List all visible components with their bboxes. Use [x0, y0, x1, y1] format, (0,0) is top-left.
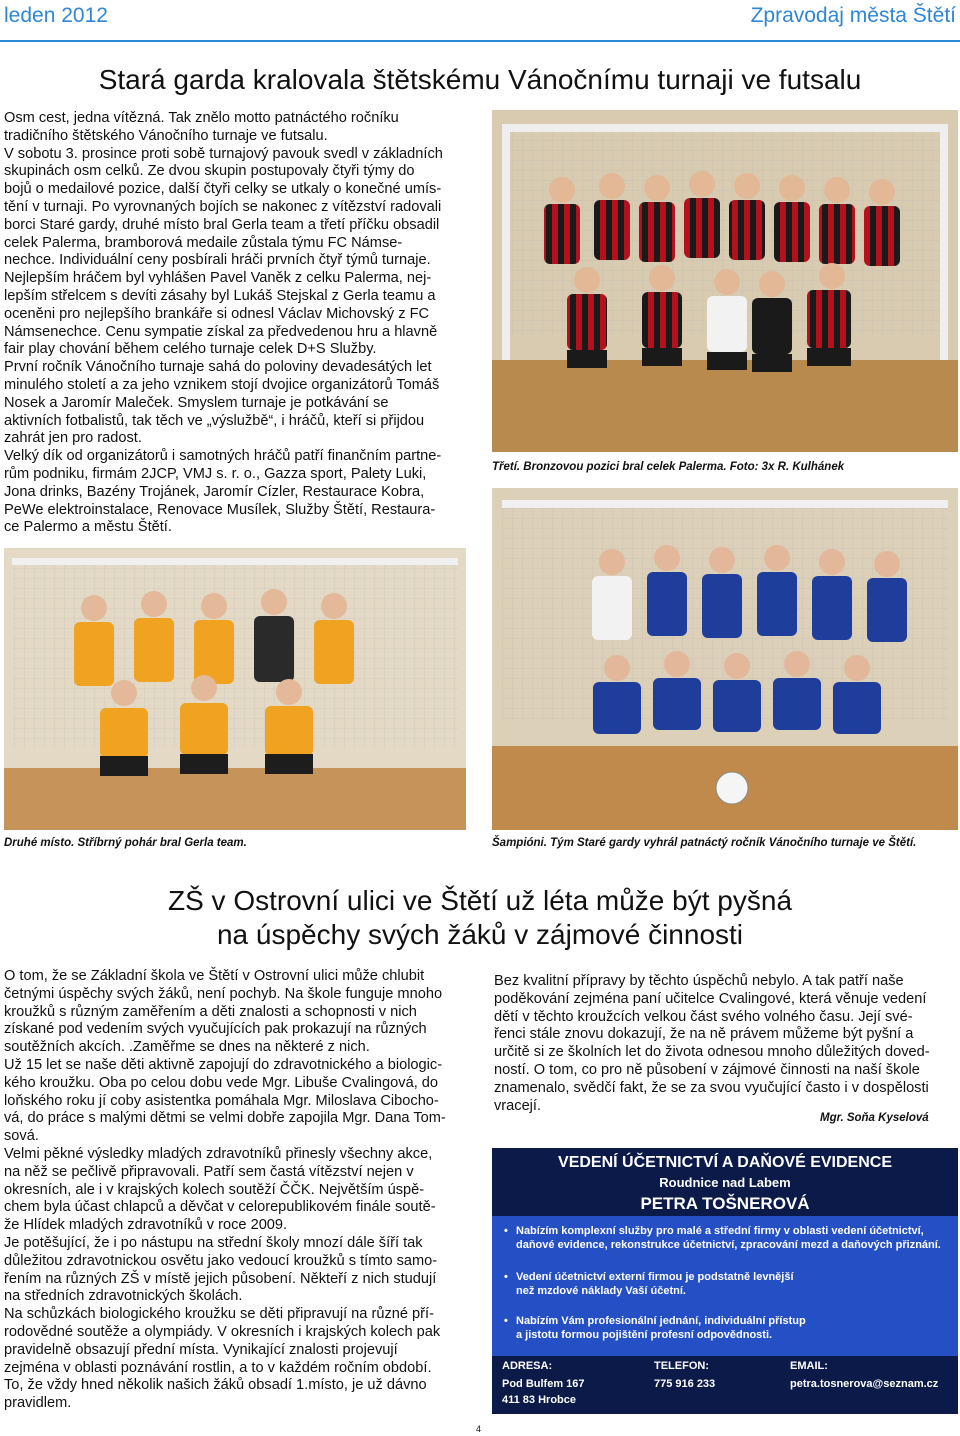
team-photo-third-place [492, 110, 958, 452]
bullet-icon: • [504, 1271, 508, 1283]
caption-champions: Šampióni. Tým Staré gardy vyhrál patnáctý ročník Vánočního turnaje ve Štětí. [492, 837, 917, 849]
issue-date: leden 2012 [4, 4, 108, 27]
article2-text-right: Bez kvalitní přípravy by těchto úspěchů nebylo. A tak patří naše poděkování zejména paní učitelce Cvalingové, která věnuje vedení dětí v těchto kroužcích velkou část svého volného času. Její své- řenci stále znovu dokazují, že na ně právem můžeme být pyšní a určitě si ze školních let do života odnesou mnoho důležitých doved- ností. O tom, co pro ně působení v zájmové činnosti na naší škole znamenalo, svědčí fakt, že se za svou vyučující často i v dospělosti vracejí. [494, 973, 930, 1114]
ad-bullet-1: • Nabízím komplexní služby pro malé a střední firmy v oblasti vedení účetnictví, daňové evidence, rekonstrukce účetnictví, zpracování mezd a daňových přiznání. [504, 1225, 941, 1251]
article2-author: Mgr. Soňa Kyselová [820, 1112, 929, 1124]
ad-email: petra.tosnerova@seznam.cz [790, 1378, 939, 1390]
ad-phone-label: TELEFON: [654, 1360, 709, 1372]
ad-email-label: EMAIL: [790, 1360, 828, 1372]
ad-address-label: ADRESA: [502, 1360, 553, 1372]
article2-title: ZŠ v Ostrovní ulici ve Štětí už léta může být pyšná na úspěchy svých žáků v zájmové činnosti [167, 885, 793, 950]
header-rule [0, 40, 960, 42]
ad-phone: 775 916 233 [654, 1378, 716, 1390]
ad-bullet-3: • Nabízím Vám profesionální jednání, individuální přístup a jistotu formou pojištění profesní odpovědnosti. [504, 1315, 806, 1341]
team-photo-second-place [4, 548, 466, 830]
bullet-icon: • [504, 1225, 508, 1237]
ad-owner-name: PETRA TOŠNEROVÁ [640, 1194, 810, 1213]
ad-address-line2: 411 83 Hrobce [502, 1394, 576, 1406]
bullet-icon: • [504, 1315, 508, 1327]
page-number: 4 [476, 1424, 482, 1434]
article2-text-left: O tom, že se Základní škola ve Štětí v Ostrovní ulici může chlubit četnými úspěchy svých žáků, není pochyb. Na škole funguje mnoho kroužků s různým zaměřením a děti znalosti a schopnosti v nich získané pod vedením svých vyučujících pak prokazují na různých soutěžních akcích. .Zaměřme se dnes na některé z nich. Už 15 let se naše děti aktivně zapojují do zdravotnického a biologic- kého kroužku. Oba po celou dobu vede Mgr. Libuše Cvalingová, do loňského roku jí coby asistentka pomáhala Mgr. Miloslava Cibocho- vá, do práce s malými dětmi se velmi dobře zapojila Mgr. Dana Tom- sová. Velmi pěkné výsledky mladých zdravotníků přinesly všechny akce, na něž se pečlivě připravovali. Patří sem častá vítězství nejen v okresních, ale i v krajských kolech soutěží ČČK. Největším úspě- chem byla účast chlapců a děvčat v celorepublikovém finále soutě- že Hlídek mladých zdravotníků v roce 2009. Je potěšující, že i po nástupu na střední školy mnozí dále šíří tak důležitou zdravotnickou osvětu jako vedoucí kroužků s tímto samo- řením na různých ZŠ v místě jejich působení. Někteří z nich studují na středních zdravotnických školách. Na schůzkách biologického kroužku se děti připravují na různé pří- rodovědné soutěže a olympiády. V okresních i krajských kolech pak pravidelně obsazují přední místa. Vynikající znalosti projevují zejména v oblasti poznávání rostlin, a to v každém ročním období. To, že vždy hned několik našich žáků obsadí 1.místo, je už dávno pravidlem. [4, 968, 446, 1412]
publication-name: Zpravodaj města Štětí [750, 4, 956, 27]
caption-third-place: Třetí. Bronzovou pozici bral celek Palerma. Foto: 3x R. Kulhánek [492, 461, 845, 473]
ad-heading: VEDENÍ ÚČETNICTVÍ A DAŇOVÉ EVIDENCE [558, 1154, 892, 1171]
article1-text: Osm cest, jedna vítězná. Tak znělo motto patnáctého ročníku tradičního štětského Vánočního turnaje ve futsalu. V sobotu 3. prosince proti sobě turnajový pavouk svedl v základních skupinách osm celků. Ze dvou skupin postupovaly čtyři týmy do bojů o medailové pozice, další čtyři celky se utkaly o konečné umís- tění v turnaji. Po vyrovnaných bojích se nakonec z vítězství radovali borci Staré gardy, druhé místo bral Gerla team a třetí příčku obsadil celek Palerma, bramborová medaile zůstala týmu FC Námse- nechce. Individuální ceny posbírali hráči prvních čtyř týmů turnaje. Nejlepším hráčem byl vyhlášen Pavel Vaněk z celku Palerma, nej- lepším střelcem s devíti zásahy byl Lukáš Stejskal z Gerla teamu a oceněni pro nejlepšího brankáře si odnesl Václav Michovský z FC Námsenechce. Cenu sympatie získal za předvedenou hru a hlavně fair play chování během celého turnaje celek D+S Služby. První ročník Vánočního turnaje sahá do poloviny devadesátých let minulého století a za jeho vznikem stojí dvojice organizátorů Tomáš Nosek a Jaromír Maleček. Smyslem turnaje je potkávání se aktivních fotbalistů, tak těch ve „výslužbě“, i hráčů, kteří si přijdou zahrát jen pro radost. Velký dík od organizátorů i samotných hráčů patří finančním partne- rům podniku, firmám 2JCP, VMJ s. r. o., Gazza sport, Palety Luki, Jona drinks, Bazény Trojánek, Jaromír Cízler, Restaurace Kobra, PeWe elektroinstalace, Renovace Musílek, Služby Štětí, Restaura- ce Palermo a městu Štětí. [4, 110, 443, 536]
ad-address-line1: Pod Bulfem 167 [502, 1378, 585, 1390]
caption-second-place: Druhé místo. Stříbrný pohár bral Gerla team. [4, 837, 247, 849]
article1-title: Stará garda kralovala štětskému Vánočnímu turnaji ve futsalu [98, 64, 862, 95]
team-photo-champions [492, 488, 958, 830]
ad-location: Roudnice nad Labem [659, 1175, 791, 1190]
ad-bullet-2: • Vedení účetnictví externí firmou je podstatně levnější než mzdové náklady Vaší účetní. [504, 1271, 794, 1297]
accounting-advertisement [492, 1148, 958, 1414]
